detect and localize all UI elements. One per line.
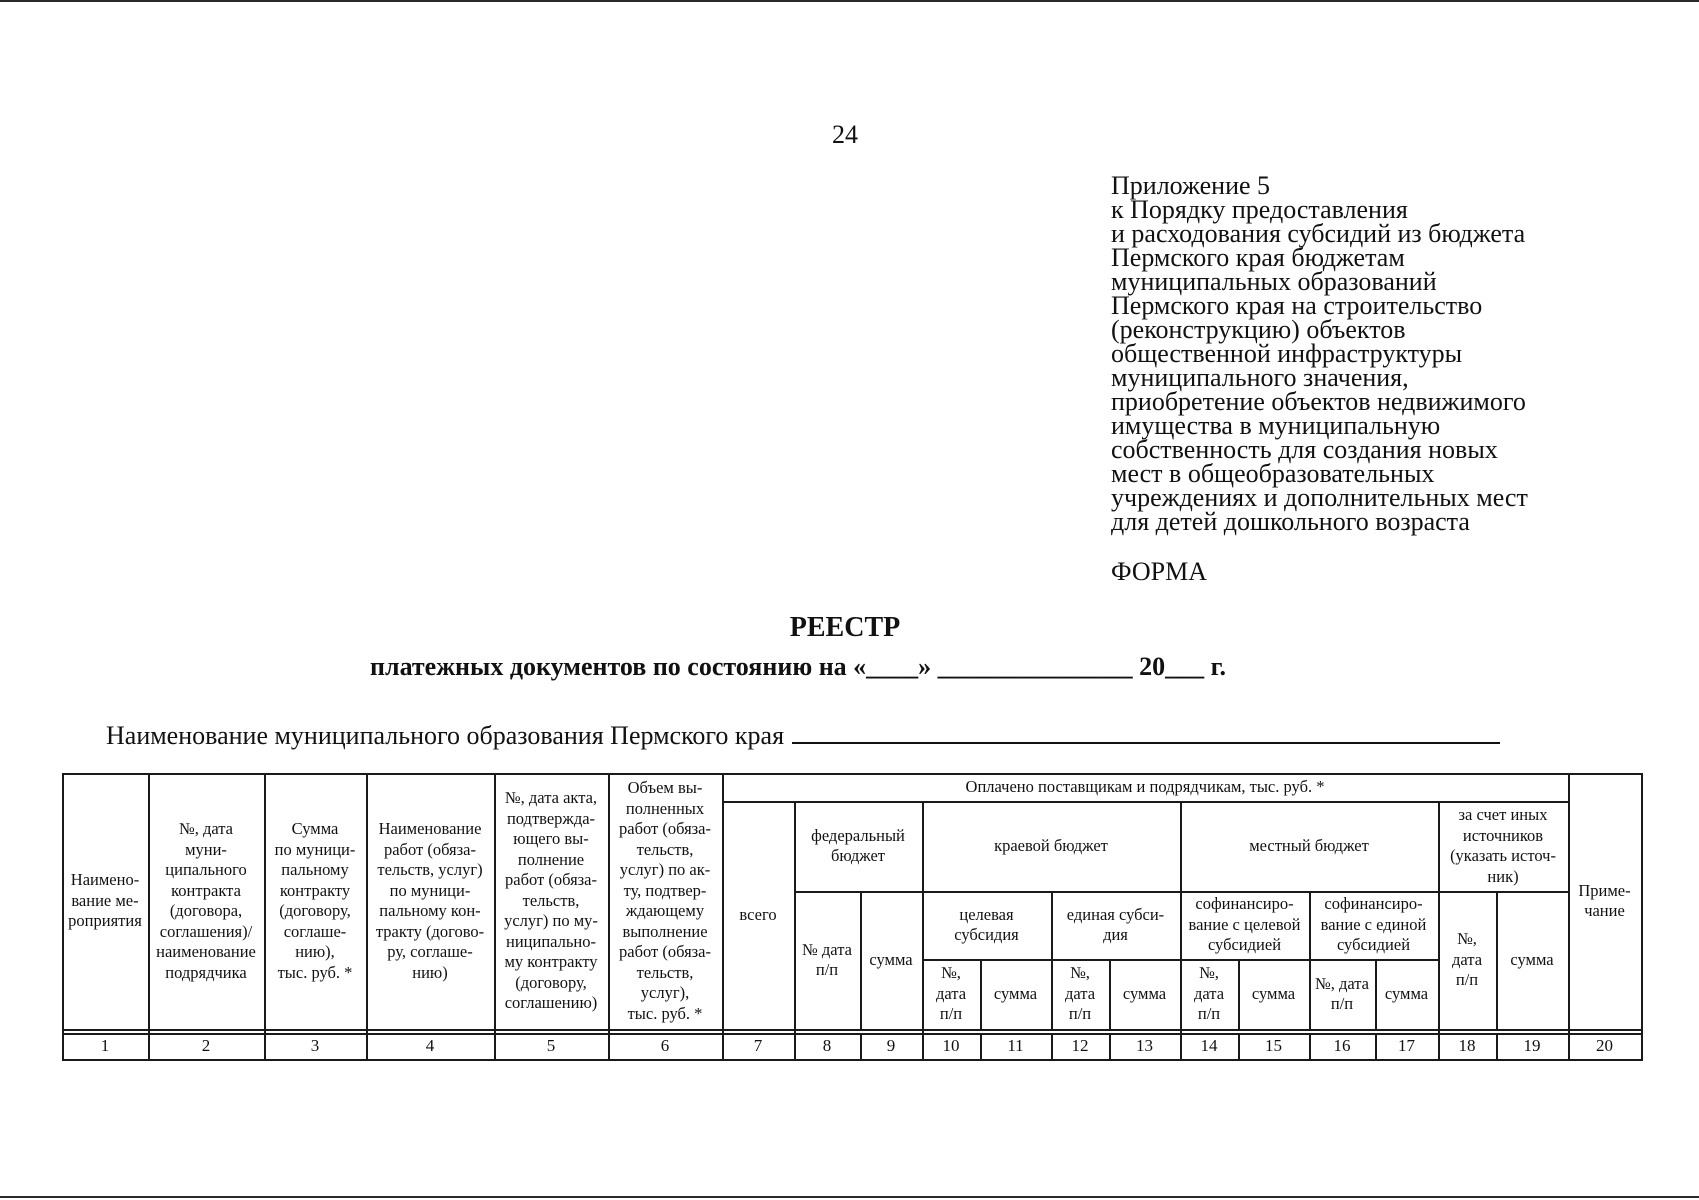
appendix-line: (реконструкцию) объектов bbox=[1111, 315, 1406, 344]
appendix-line: учреждениях и дополнительных мест bbox=[1111, 483, 1528, 512]
table-rule-vertical bbox=[722, 773, 724, 1061]
column-number: 6 bbox=[660, 1035, 670, 1055]
header-target-sum: сумма bbox=[993, 983, 1038, 1003]
page-number: 24 bbox=[832, 120, 858, 149]
table-rule-vertical bbox=[922, 801, 924, 1061]
table-rule-vertical bbox=[1051, 1033, 1053, 1061]
appendix-line: к Порядку предоставления bbox=[1111, 195, 1408, 224]
form-label: ФОРМА bbox=[1111, 557, 1207, 586]
header-target-num-date: №, дата п/п bbox=[935, 963, 967, 1024]
header-federal-num-date: № дата п/п bbox=[802, 939, 852, 979]
column-number: 15 bbox=[1265, 1035, 1282, 1055]
column-number: 2 bbox=[201, 1035, 211, 1055]
header-work-volume: Объем вы- полненных работ (обяза- тельств, услуг) по ак- ту, подтвер- ждающему выполнение работ (обяза- тельств, услуг), тыс. руб. * bbox=[619, 778, 711, 1023]
table-rule-vertical bbox=[1109, 959, 1111, 1031]
header-single-sum: сумма bbox=[1122, 983, 1167, 1003]
table-rule-vertical bbox=[608, 773, 610, 1061]
table-rule-vertical bbox=[1309, 891, 1311, 1031]
column-number: 11 bbox=[1007, 1035, 1024, 1055]
header-target-subsidy: целевая субсидия bbox=[954, 904, 1019, 944]
table-rule-vertical bbox=[1109, 1033, 1111, 1061]
header-event-name: Наимено- вание ме- роприятия bbox=[68, 870, 142, 931]
appendix-line: для детей дошкольного возраста bbox=[1111, 507, 1470, 536]
table-rule-vertical bbox=[148, 773, 150, 1061]
appendix-line: собственность для создания новых bbox=[1111, 435, 1498, 464]
table-rule-vertical bbox=[1309, 1033, 1311, 1061]
scan-edge-bottom bbox=[0, 1196, 1699, 1198]
municipal-name-blank bbox=[792, 718, 1500, 744]
table-rule-horizontal bbox=[62, 773, 1643, 775]
column-number: 5 bbox=[546, 1035, 556, 1055]
table-rule-vertical bbox=[366, 773, 368, 1061]
header-work-name: Наименование работ (обяза- тельств, услуг) по муници- пальному кон- тракту (догово- ру, соглаше- нию) bbox=[375, 819, 485, 982]
table-rule-horizontal bbox=[794, 891, 1570, 893]
header-contract-number-date: №, дата муни- ципального контракта (договора, соглашения)/ наименование подрядчика bbox=[156, 819, 256, 982]
column-number: 1 bbox=[100, 1035, 110, 1055]
table-rule-vertical bbox=[980, 1033, 982, 1061]
column-number: 17 bbox=[1398, 1035, 1415, 1055]
appendix-line: мест в общеобразовательных bbox=[1111, 459, 1435, 488]
header-cofin-single-subsidy: софинансиро- вание с единой субсидией bbox=[1320, 894, 1427, 955]
table-rule-vertical bbox=[794, 801, 796, 1061]
table-rule-vertical bbox=[1438, 801, 1440, 1061]
table-rule-vertical bbox=[494, 773, 496, 1061]
table-rule-vertical bbox=[1375, 959, 1377, 1031]
table-rule-vertical bbox=[860, 891, 862, 1031]
header-act-number-date: №, дата акта, подтвержда- ющего вы- полнение работ (обяза- тельств, услуг) по му- ниципально- му контракту (договору, соглашению) bbox=[504, 788, 598, 1013]
header-note: Приме- чание bbox=[1578, 880, 1631, 920]
column-number: 14 bbox=[1200, 1035, 1218, 1055]
header-federal-sum: сумма bbox=[869, 949, 913, 969]
header-cofin-target-sum: сумма bbox=[1251, 983, 1296, 1003]
register-subtitle: платежных документов по состоянию на «____» _______________ 20___ г. bbox=[370, 652, 1227, 681]
municipal-name-label: Наименование муниципального образования Пермского края bbox=[106, 721, 785, 750]
appendix-header bbox=[1111, 171, 1671, 536]
table-rule-vertical bbox=[1641, 773, 1643, 1061]
table-rule-vertical bbox=[62, 773, 64, 1061]
header-cofin-target-subsidy: софинансиро- вание с целевой субсидией bbox=[1188, 894, 1301, 955]
header-federal-budget: федеральный бюджет bbox=[811, 825, 905, 865]
header-cofin-target-num-date: №, дата п/п bbox=[1193, 963, 1225, 1024]
header-paid-group: Оплачено поставщикам и подрядчикам, тыс. руб. * bbox=[965, 776, 1325, 796]
table-rule-horizontal bbox=[62, 1059, 1643, 1061]
appendix-line: Приложение 5 bbox=[1111, 171, 1271, 200]
table-rule-vertical bbox=[264, 773, 266, 1061]
header-total: всего bbox=[739, 904, 777, 924]
column-number: 10 bbox=[942, 1035, 960, 1055]
header-local-budget: местный бюджет bbox=[1249, 835, 1369, 855]
table-rule-vertical bbox=[1238, 1033, 1240, 1061]
header-regional-budget: краевой бюджет bbox=[994, 835, 1108, 855]
column-number: 18 bbox=[1458, 1035, 1476, 1055]
column-number: 12 bbox=[1071, 1035, 1089, 1055]
column-number: 8 bbox=[822, 1035, 832, 1055]
header-other-sources: за счет иных источников (указать источ- ник) bbox=[1450, 805, 1556, 886]
header-single-subsidy: единая субси- дия bbox=[1066, 904, 1165, 944]
table-rule-vertical bbox=[1051, 891, 1053, 1031]
column-number: 4 bbox=[425, 1035, 435, 1055]
appendix-line: имущества в муниципальную bbox=[1111, 411, 1441, 440]
appendix-line: Пермского края на строительство bbox=[1111, 291, 1483, 320]
table-rule-vertical bbox=[1496, 891, 1498, 1031]
municipal-name-line bbox=[106, 718, 1500, 751]
header-other-num-date: №, дата п/п bbox=[1451, 929, 1483, 990]
column-number: 13 bbox=[1136, 1035, 1153, 1055]
column-number: 7 bbox=[753, 1035, 763, 1055]
header-other-sum: сумма bbox=[1510, 949, 1554, 969]
header-contract-sum: Сумма по муници- пальному контракту (договору, соглаше- нию), тыс. руб. * bbox=[274, 819, 356, 982]
table-rule-vertical bbox=[1180, 801, 1182, 1061]
table-rule-vertical bbox=[1375, 1033, 1377, 1061]
table-rule-horizontal bbox=[62, 1033, 1643, 1035]
table-rule-vertical bbox=[860, 1033, 862, 1061]
appendix-line: муниципальных образований bbox=[1111, 267, 1437, 296]
scan-edge-top bbox=[0, 0, 1699, 2]
table-rule-vertical bbox=[1496, 1033, 1498, 1061]
column-number: 3 bbox=[310, 1035, 320, 1055]
header-cofin-single-num-date: №, дата п/п bbox=[1314, 973, 1370, 1013]
table-rule-vertical bbox=[1238, 959, 1240, 1031]
column-number: 20 bbox=[1596, 1035, 1613, 1055]
header-cofin-single-sum: сумма bbox=[1384, 983, 1429, 1003]
table-rule-vertical bbox=[1568, 773, 1570, 1061]
table-rule-horizontal bbox=[62, 1029, 1643, 1031]
appendix-line: приобретение объектов недвижимого bbox=[1111, 387, 1526, 416]
column-number: 9 bbox=[886, 1035, 896, 1055]
appendix-line: и расходования субсидий из бюджета bbox=[1111, 219, 1526, 248]
table-rule-vertical bbox=[980, 959, 982, 1031]
column-number: 19 bbox=[1523, 1035, 1541, 1055]
column-number: 16 bbox=[1333, 1035, 1351, 1055]
header-single-num-date: №, дата п/п bbox=[1064, 963, 1096, 1024]
appendix-line: муниципального значения, bbox=[1111, 363, 1409, 392]
register-title: РЕЕСТР bbox=[789, 612, 901, 643]
table-rule-horizontal bbox=[722, 801, 1570, 803]
appendix-line: общественной инфраструктуры bbox=[1111, 339, 1463, 368]
payment-register-table bbox=[62, 773, 1641, 1059]
appendix-line: Пермского края бюджетам bbox=[1111, 243, 1405, 272]
